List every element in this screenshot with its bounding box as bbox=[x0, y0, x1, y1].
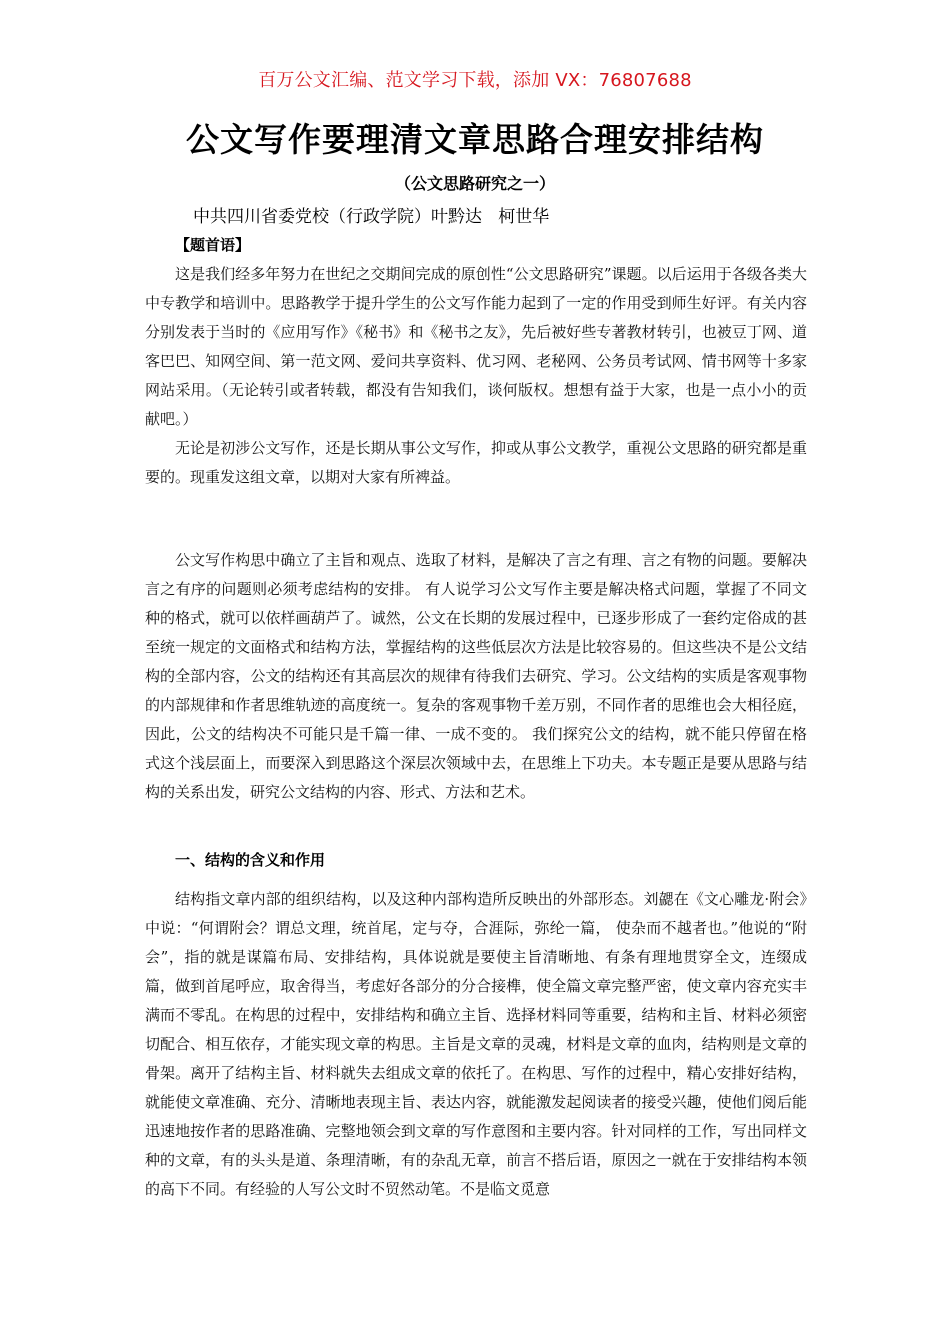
subtitle: （公文思路研究之一） bbox=[394, 174, 555, 193]
watermark-banner: 百万公文汇编、范文学习下载，添加 VX：76807688 bbox=[258, 70, 692, 91]
preface-paragraph-1: 这是我们经多年努力在世纪之交期间完成的原创性“公文思路研究”课题。以后运用于各级各类大中专教学和培训中。思路教学于提升学生的公文写作能力起到了一定的作用受到师生好评。有关内容分别发表于当时的《应用写作》《秘书》和《秘书之友》，先后被好些专著教材转引，也被豆丁网、道客巴巴、知网空间、第一范文网、爱问共享资料、优习网、老秘网、公务员考试网、情书网等十多家网站采用。（无论转引或者转载，都没有告知我们，谈何版权。想想有益于大家，也是一点小小的贡献吧。） bbox=[145, 265, 807, 428]
preface-paragraph-2: 无论是初涉公文写作，还是长期从事公文写作，抑或从事公文教学，重视公文思路的研究都是重要的。现重发这组文章，以期对大家有所裨益。 bbox=[145, 439, 807, 486]
section-heading: 一、结构的含义和作用 bbox=[175, 851, 326, 869]
page-title: 公文写作要理清文章思路合理安排结构 bbox=[186, 120, 764, 159]
section-paragraph: 结构指文章内部的组织结构，以及这种内部构造所反映出的外部形态。刘勰在《文心雕龙·附会》中说：“何谓附会？谓总文理，统首尾，定与夺，合涯际，弥纶一篇， 使杂而不越者也。”他说的“附会”，指的就是谋篇布局、安排结构，具体说就是要使主旨清晰地、有条有理地贯穿全文，连缀成篇，做到首尾呼应，取舍得当，考虑好各部分的分合接榫，使全篇文章完整严密，使文章内容充实丰满而不零乱。在构思的过程中，安排结构和确立主旨、选择材料同等重要，结构和主旨、材料必须密切配合、相互依存，才能实现文章的构思。主旨是文章的灵魂，材料是文章的血肉，结构则是文章的骨架。离开了结构主旨、材料就失去组成文章的依托了。在构思、写作的过程中，精心安排好结构，就能使文章准确、充分、清晰地表现主旨、表达内容，就能激发起阅读者的接受兴趣，使他们阅后能迅速地按作者的思路准确、完整地领会到文章的写作意图和主要内容。针对同样的工作，写出同样文种的文章，有的头头是道、条理清晰，有的杂乱无章，前言不搭后语，原因之一就在于安排结构本领的高下不同。有经验的人写公文时不贸然动笔。不是临文觅意 bbox=[145, 890, 807, 1198]
authors-line: 中共四川省委党校（行政学院）叶黔达 柯世华 bbox=[193, 207, 550, 227]
intro-paragraph: 公文写作构思中确立了主旨和观点、选取了材料，是解决了言之有理、言之有物的问题。要解决言之有序的问题则必须考虑结构的安排。 有人说学习公文写作主要是解决格式问题，掌握了不同文种的格式，就可以依样画葫芦了。诚然，公文在长期的发展过程中，已逐步形成了一套约定俗成的甚至统一规定的文面格式和结构方法，掌握结构的这些低层次方法是比较容易的。但这些决不是公文结构的全部内容，公文的结构还有其高层次的规律有待我们去研究、学习。公文结构的实质是客观事物的内部规律和作者思维轨迹的高度统一。复杂的客观事物千差万别，不同作者的思维也会大相径庭，因此，公文的结构决不可能只是千篇一律、一成不变的。 我们探究公文的结构，就不能只停留在格式这个浅层面上，而要深入到思路这个深层次领域中去，在思维上下功夫。本专题正是要从思路与结构的关系出发，研究公文结构的内容、形式、方法和艺术。 bbox=[145, 551, 807, 801]
preface-label: 【题首语】 bbox=[175, 236, 251, 254]
